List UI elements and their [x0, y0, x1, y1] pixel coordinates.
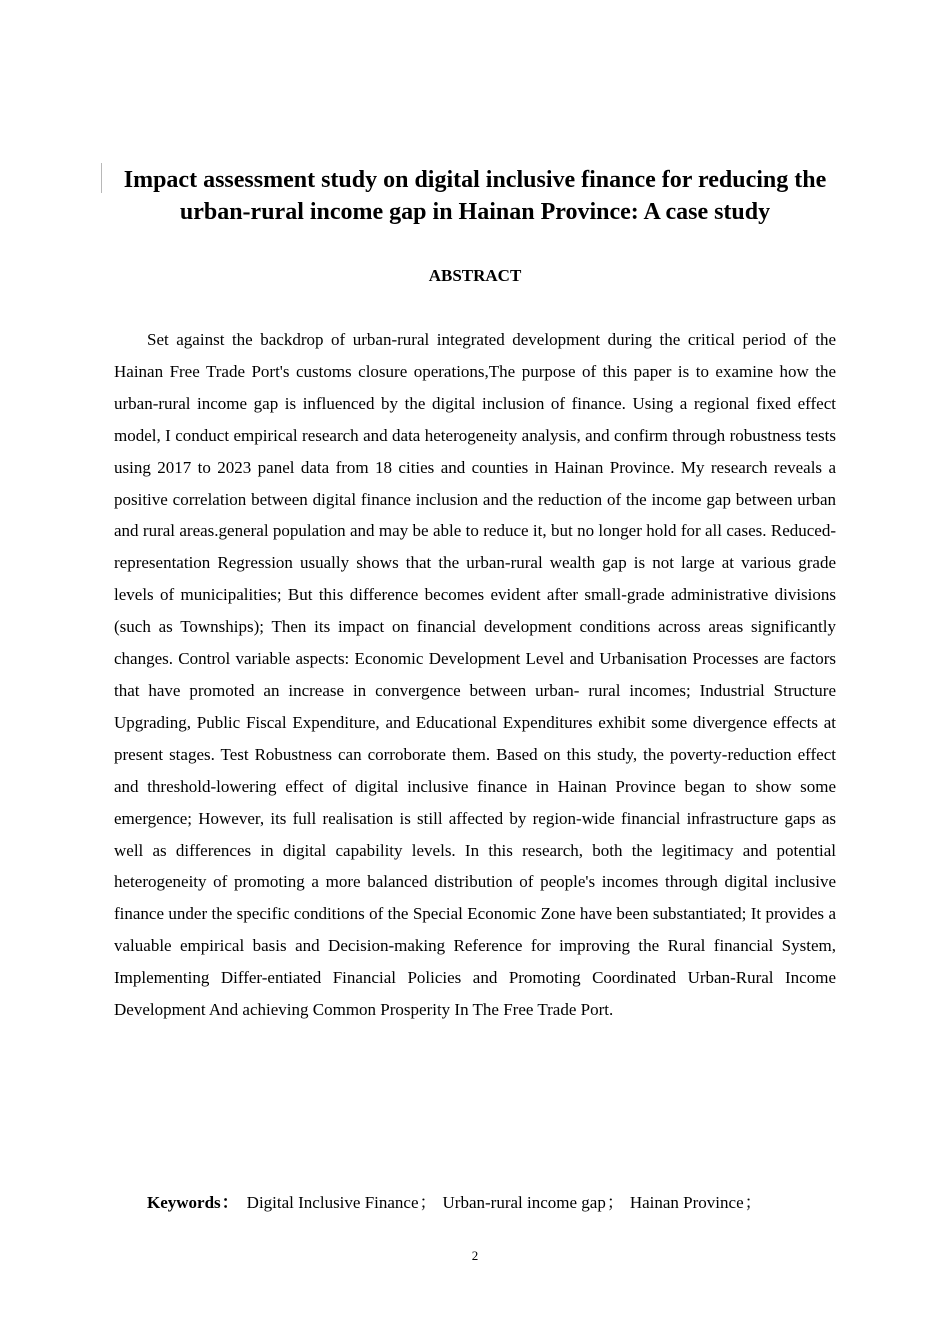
- keyword-separator: ；: [606, 1193, 624, 1212]
- abstract-heading: ABSTRACT: [428, 266, 522, 285]
- abstract-body: Set against the backdrop of urban-rural integrated development during the critical period of the Hainan Free Trade Port's customs closure operations,The purpose of this paper is to examine how the urban-rural income gap is influenced by the digital inclusion of finance. Using a regional fixed effect model, I conduct empirical research and data heterogeneity analysis, and confirm through robustness tests using 2017 to 2023 panel data from 18 cities and counties in Hainan Province. My research reveals a positive correlation between digital finance inclusion and the reduction of the income gap between urban and rural areas.general population and may be able to reduce it, but no longer hold for all cases. Reduced-representation Regression usually shows that the urban-rural wealth gap is not large at various grade levels of municipalities; But this difference becomes evident after small-grade administrative divisions (such as Townships); Then its impact on financial development conditions across areas significantly changes. Control variable aspects: Economic Development Level and Urbanisation Processes are factors that have promoted an increase in convergence between urban- rural incomes; Industrial Structure Upgrading, Public Fiscal Expenditure, and Educational Expenditures exhibit some divergence effects at present stages. Test Robustness can corroborate them. Based on this study, the poverty-reduction effect and threshold-lowering effect of digital inclusive finance in Hainan Province began to show some emergence; However, its full realisation is still affected by region-wide financial infrastructure gaps as well as differences in digital capability levels. In this research, both the legitimacy and potential heterogeneity of promoting a more balanced distribution of people's incomes through digital inclusive finance under the specific conditions of the Special Economic Zone have been substantiated; It provides a valuable empirical basis and Decision-making Reference for improving the Rural financial System, Implementing Differ-entiated Financial Policies and Promoting Coordinated Urban-Rural Income Development And achieving Common Prosperity In The Free Trade Port.: [114, 330, 836, 1020]
- paper-title: Impact assessment study on digital inclusive finance for reducing the urban-rural income gap in Hainan Province: A case study: [123, 167, 827, 225]
- keyword-item: Hainan Province: [629, 1193, 744, 1212]
- keywords-label: Keywords: [147, 1193, 221, 1212]
- keyword-item: Urban-rural income gap: [442, 1193, 606, 1212]
- keywords-label-separator: ：: [221, 1193, 239, 1212]
- keyword-separator: ；: [744, 1193, 762, 1212]
- page-number: 2: [471, 1248, 479, 1263]
- keyword-separator: ；: [419, 1193, 437, 1212]
- text-cursor-marker: [101, 163, 102, 193]
- keywords-line: [114, 1189, 836, 1217]
- keyword-item: Digital Inclusive Finance: [246, 1193, 419, 1212]
